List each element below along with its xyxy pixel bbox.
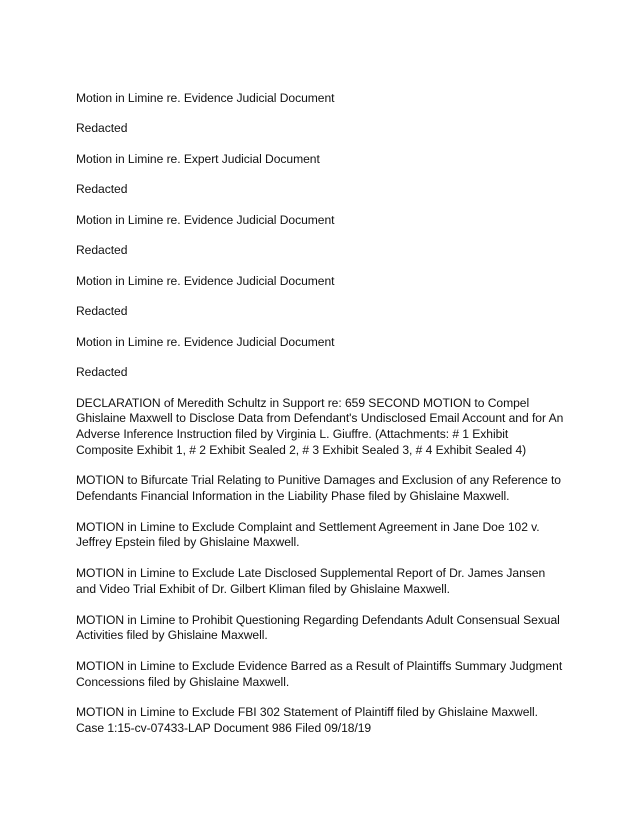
declaration-entry: DECLARATION of Meredith Schultz in Support re: 659 SECOND MOTION to Compel Ghislaine Maxwell to Disclose Data from Defendant's Undisclosed Email Account and for An Adverse Inference Instruction filed by Virginia L. Giuffre. (Attachments: # 1 Exhibit Composite Exhibit 1, # 2 Exhibit Sealed 2, # 3 Exhibit Sealed 3, # 4 Exhibit Sealed 4): [76, 395, 564, 457]
redacted-label: Redacted: [76, 304, 128, 319]
motion-entry: MOTION to Bifurcate Trial Relating to Punitive Damages and Exclusion of any Reference to Defendants Financial Information in the Liability Phase filed by Ghislaine Maxwell.: [76, 473, 561, 503]
motion-entry: MOTION in Limine to Prohibit Questioning Regarding Defendants Adult Consensual Sexual Activities filed by Ghislaine Maxwell.: [76, 612, 560, 643]
redacted-label: Redacted: [76, 365, 128, 380]
redacted-label: Redacted: [76, 243, 128, 258]
motion-entry: MOTION in Limine to Exclude Evidence Barred as a Result of Plaintiffs Summary Judgment Concessions filed by Ghislaine Maxwell.: [76, 658, 563, 689]
motion-entry: MOTION in Limine to Exclude Complaint and Settlement Agreement in Jane Doe 102 v. Jeffrey Epstein filed by Ghislaine Maxwell.: [76, 519, 540, 550]
entry-title: Motion in Limine re. Evidence Judicial Document: [76, 91, 335, 105]
document-body: [76, 91, 564, 752]
entry-title: Motion in Limine re. Evidence Judicial Document: [76, 273, 335, 288]
entry-title: Motion in Limine re. Evidence Judicial Document: [76, 334, 335, 349]
redacted-label: Redacted: [76, 182, 128, 197]
motion-entry-case-footer: MOTION in Limine to Exclude FBI 302 Statement of Plaintiff filed by Ghislaine Maxwell. Case 1:15-cv-07433-LAP Document 986 Filed 09/18/19: [76, 705, 538, 735]
redacted-label: Redacted: [76, 121, 128, 136]
entry-title: Motion in Limine re. Expert Judicial Document: [76, 151, 320, 166]
motion-entry: MOTION in Limine to Exclude Late Disclosed Supplemental Report of Dr. James Jansen and Video Trial Exhibit of Dr. Gilbert Kliman filed by Ghislaine Maxwell.: [76, 566, 546, 596]
entry-title: Motion in Limine re. Evidence Judicial Document: [76, 212, 335, 227]
